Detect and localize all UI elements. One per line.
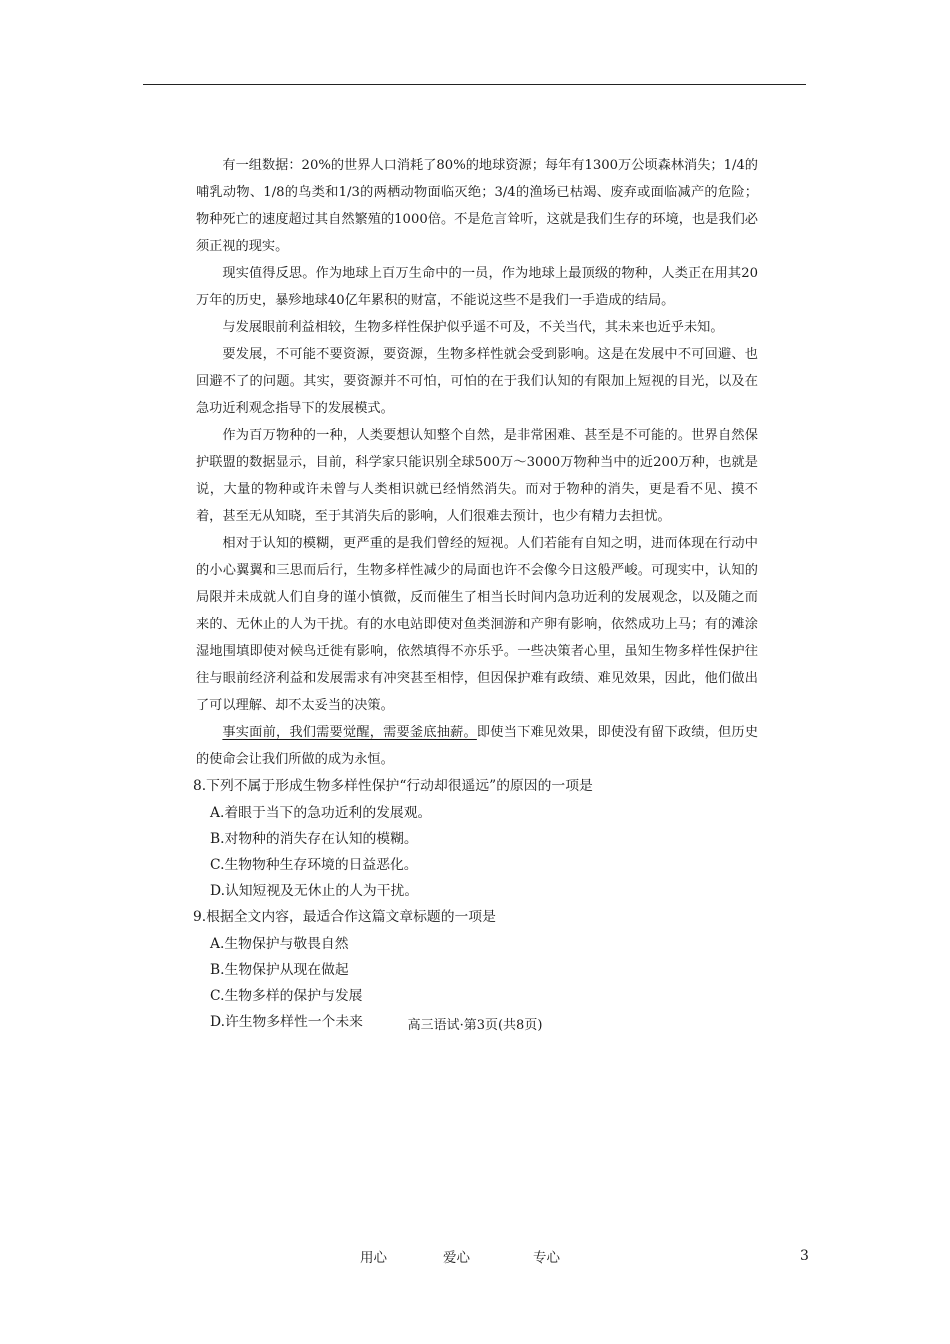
paragraph-4: 要发展，不可能不要资源，要资源，生物多样性就会受到影响。这是在发展中不可回避、也回避不了的问题。其实，要资源并不可怕，可怕的在于我们认知的有限加上短视的目光，以及在急功近利观念指导下的发展模式。 <box>196 347 758 416</box>
question-8-option-a: A.着眼于当下的急功近利的发展观。 <box>210 805 432 821</box>
footer-left-text: 用心 <box>360 1250 387 1266</box>
question-8-option-b: B.对物种的消失存在认知的模糊。 <box>210 831 418 847</box>
exam-page-label: 高三语试·第3页(共8页) <box>407 1018 543 1033</box>
paragraph-1: 有一组数据：20%的世界人口消耗了80%的地球资源；每年有1300万公顷森林消失；1/4的哺乳动物、1/8的鸟类和1/3的两栖动物面临灭绝；3/4的渔场已枯竭、废弃或面临减产的危险；物种死亡的速度超过其自然繁殖的1000倍。不是危言耸听，这就是我们生存的环境，也是我们必须正视的现实。 <box>196 158 758 254</box>
question-8-stem: 8.下列不属于形成生物多样性保护“行动却很遥远”的原因的一项是 <box>193 778 593 794</box>
header-rule <box>143 84 806 85</box>
document-body <box>193 152 759 1035</box>
paragraph-7-rest: 即使当下难见效果，即使没有留下政绩，但历史的使命会让我们所做的成为永恒。 <box>196 725 759 767</box>
footer-right-text: 专心 <box>533 1250 560 1266</box>
paragraph-2: 现实值得反思。作为地球上百万生命中的一员，作为地球上最顶级的物种，人类正在用其20万年的历史，暴殄地球40亿年累积的财富，不能说这些不是我们一手造成的结局。 <box>196 266 758 308</box>
question-8-option-c: C.生物物种生存环境的日益恶化。 <box>210 857 418 873</box>
underlined-sentence: 事实面前，我们需要觉醒，需要釜底抽薪。 <box>222 725 477 740</box>
question-9-option-d: D.许生物多样性一个未来 <box>210 1014 363 1030</box>
question-9-option-b: B.生物保护从现在做起 <box>210 962 349 978</box>
paragraph-3: 与发展眼前利益相较，生物多样性保护似乎遥不可及，不关当代，其未来也近乎未知。 <box>222 320 724 335</box>
question-8-option-d: D.认知短视及无休止的人为干扰。 <box>210 883 419 899</box>
question-9-option-c: C.生物多样的保护与发展 <box>210 988 363 1004</box>
question-9-stem: 9.根据全文内容，最适合作这篇文章标题的一项是 <box>193 909 496 925</box>
footer-middle-text: 爱心 <box>443 1250 470 1266</box>
page-number: 3 <box>800 1248 809 1264</box>
paragraph-6: 相对于认知的模糊，更严重的是我们曾经的短视。人们若能有自知之明，进而体现在行动中的小心翼翼和三思而后行，生物多样性减少的局面也许不会像今日这般严峻。可现实中，认知的局限并未成就人们自身的谨小慎微，反而催生了相当长时间内急功近利的发展观念，以及随之而来的、无休止的人为干扰。有的水电站即使对鱼类洄游和产卵有影响，依然成功上马；有的滩涂湿地围填即使对候鸟迁徙有影响，依然填得不亦乐乎。一些决策者心里，虽知生物多样性保护往往与眼前经济利益和发展需求有冲突甚至相悖，但因保护难有政绩、难见效果，因此，他们做出了可以理解、却不太妥当的决策。 <box>196 536 758 713</box>
paragraph-5: 作为百万物种的一种，人类要想认知整个自然，是非常困难、甚至是不可能的。世界自然保护联盟的数据显示，目前，科学家只能识别全球500万～3000万物种当中的近200万种，也就是说，大量的物种或许未曾与人类相识就已经悄然消失。而对于物种的消失，更是看不见、摸不着，甚至无从知晓，至于其消失后的影响，人们很难去预计，也少有精力去担忧。 <box>196 428 758 524</box>
question-9-option-a: A.生物保护与敬畏自然 <box>210 936 349 952</box>
paragraph-7 <box>196 719 758 773</box>
